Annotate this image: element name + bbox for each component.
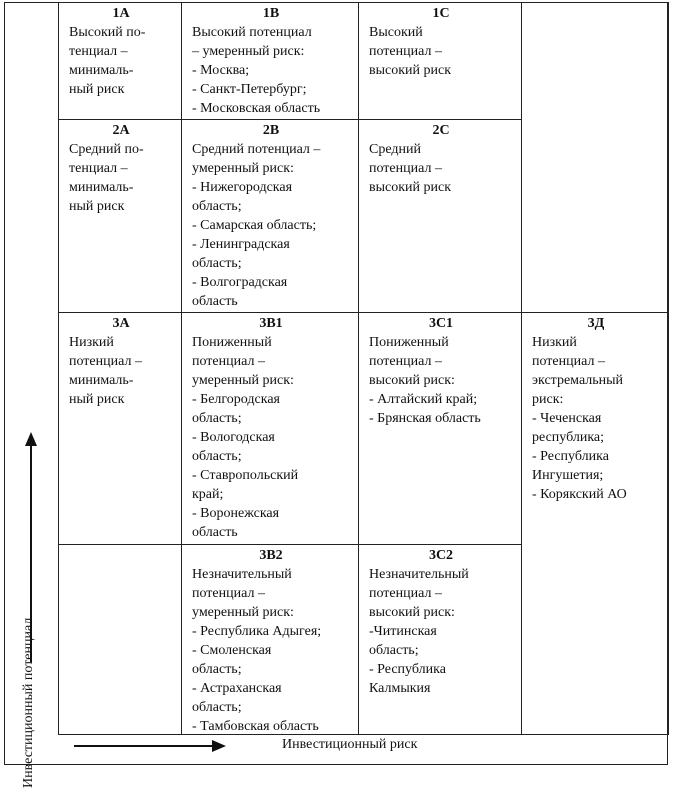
cell-text-line: ный риск xyxy=(69,82,125,97)
cell-text-line: Средний xyxy=(369,142,421,157)
cell-text-line: минималь- xyxy=(69,373,134,388)
cell-3B1 xyxy=(181,312,359,545)
cell-text-line: область; xyxy=(192,199,242,214)
cell-text-line: - Республика xyxy=(369,662,446,677)
cell-text-line: край; xyxy=(192,487,224,502)
cell-text-line: - Санкт-Петербург; xyxy=(192,82,307,97)
cell-3C1 xyxy=(358,312,522,545)
cell-text-line: риск: xyxy=(532,392,564,407)
cell-1C xyxy=(358,2,522,120)
cell-2A xyxy=(58,119,182,313)
cell-text-line: - Смоленская xyxy=(192,643,272,658)
cell-text-line: потенциал – xyxy=(192,354,265,369)
cell-text-line: умеренный риск: xyxy=(192,161,294,176)
cell-3B2 xyxy=(181,544,359,735)
cell-text-line: - Астраханская xyxy=(192,681,282,696)
cell-text-line: потенциал – xyxy=(69,354,142,369)
cell-text-line: тенциал – xyxy=(69,44,128,59)
cell-3D xyxy=(521,312,669,735)
cell-text-line: - Республика Адыгея; xyxy=(192,624,322,639)
x-axis-arrow xyxy=(74,738,234,754)
cell-text-line: минималь- xyxy=(69,180,134,195)
cell-text-line: ный риск xyxy=(69,392,125,407)
cell-text-line: - Москва; xyxy=(192,63,250,78)
cell-text-line: - Ленинградская xyxy=(192,237,290,252)
cell-text-line: Высокий по- xyxy=(69,25,146,40)
cell-text-line: область; xyxy=(192,256,242,271)
cell-code: 3Д xyxy=(587,316,605,331)
cell-code: 1В xyxy=(262,6,280,21)
cell-text-line: - Алтайский край; xyxy=(369,392,478,407)
cell-text-line: ный риск xyxy=(69,199,125,214)
cell-text-line: Низкий xyxy=(69,335,114,350)
cell-text-line: умеренный риск: xyxy=(192,605,294,620)
cell-text-line: Ингушетия; xyxy=(532,468,604,483)
cell-text-line: - Ставропольский xyxy=(192,468,299,483)
cell-2B xyxy=(181,119,359,313)
cell-text-line: минималь- xyxy=(69,63,134,78)
cell-text-line: область xyxy=(192,525,238,540)
cell-text-line: область; xyxy=(192,662,242,677)
cell-text-line: потенциал – xyxy=(369,354,442,369)
cell-text-line: высокий риск xyxy=(369,63,452,78)
cell-code: 1С xyxy=(432,6,450,21)
cell-code: 2В xyxy=(262,123,280,138)
cell-text-line: - Брянская область xyxy=(369,411,481,426)
cell-code: 3В1 xyxy=(259,316,283,331)
cell-3A xyxy=(58,312,182,545)
cell-empty-4A xyxy=(58,544,182,735)
cell-text-line: потенциал – xyxy=(369,586,442,601)
cell-code: 2А xyxy=(112,123,130,138)
cell-text-line: - Корякский АО xyxy=(532,487,627,502)
cell-text-line: - Чеченская xyxy=(532,411,602,426)
cell-text-line: область; xyxy=(369,643,419,658)
x-axis-label: Инвестиционный риск xyxy=(282,737,418,752)
cell-text-line: потенциал – xyxy=(532,354,605,369)
cell-1B xyxy=(181,2,359,120)
cell-text-line: - Тамбовская область xyxy=(192,719,319,734)
cell-text-line: – умеренный риск: xyxy=(192,44,305,59)
cell-2C xyxy=(358,119,522,313)
cell-code: 3С2 xyxy=(428,548,454,563)
cell-3C2 xyxy=(358,544,522,735)
cell-text-line: Средний по- xyxy=(69,142,144,157)
cell-text-line: - Белгородская xyxy=(192,392,280,407)
cell-code: 2С xyxy=(432,123,450,138)
cell-text-line: - Нижегородская xyxy=(192,180,293,195)
cell-text-line: экстремальный xyxy=(532,373,624,388)
cell-code: 3В2 xyxy=(259,548,283,563)
cell-text-line: область xyxy=(192,294,238,309)
cell-text-line: Пониженный xyxy=(369,335,449,350)
cell-text-line: Средний потенциал – xyxy=(192,142,321,157)
cell-text-line: Высокий xyxy=(369,25,423,40)
cell-text-line: Низкий xyxy=(532,335,577,350)
cell-text-line: высокий риск: xyxy=(369,605,455,620)
cell-text-line: тенциал – xyxy=(69,161,128,176)
cell-text-line: Калмыкия xyxy=(369,681,431,696)
cell-text-line: - Московская область xyxy=(192,101,321,116)
cell-text-line: область; xyxy=(192,449,242,464)
cell-text-line: - Воронежская xyxy=(192,506,280,521)
cell-text-line: Незначительный xyxy=(369,567,469,582)
cell-text-line: область; xyxy=(192,411,242,426)
cell-text-line: высокий риск xyxy=(369,180,452,195)
cell-text-line: Высокий потенциал xyxy=(192,25,312,40)
cell-code: 3С1 xyxy=(428,316,454,331)
cell-text-line: область; xyxy=(192,700,242,715)
cell-empty-1D xyxy=(521,2,669,313)
cell-text-line: потенциал – xyxy=(192,586,265,601)
cell-text-line: потенциал – xyxy=(369,161,442,176)
cell-text-line: -Читинская xyxy=(369,624,437,639)
cell-text-line: - Самарская область; xyxy=(192,218,317,233)
cell-text-line: республика; xyxy=(532,430,605,445)
cell-text-line: - Волгоградская xyxy=(192,275,288,290)
cell-code: 3А xyxy=(112,316,130,331)
cell-1A xyxy=(58,2,182,120)
cell-text-line: высокий риск: xyxy=(369,373,455,388)
cell-text-line: - Республика xyxy=(532,449,609,464)
cell-text-line: Незначительный xyxy=(192,567,292,582)
cell-text-line: - Вологодская xyxy=(192,430,275,445)
cell-code: 1А xyxy=(112,6,130,21)
cell-text-line: Пониженный xyxy=(192,335,272,350)
y-axis-label: Инвестиционный потенциал xyxy=(21,617,36,788)
cell-text-line: потенциал – xyxy=(369,44,442,59)
cell-text-line: умеренный риск: xyxy=(192,373,294,388)
